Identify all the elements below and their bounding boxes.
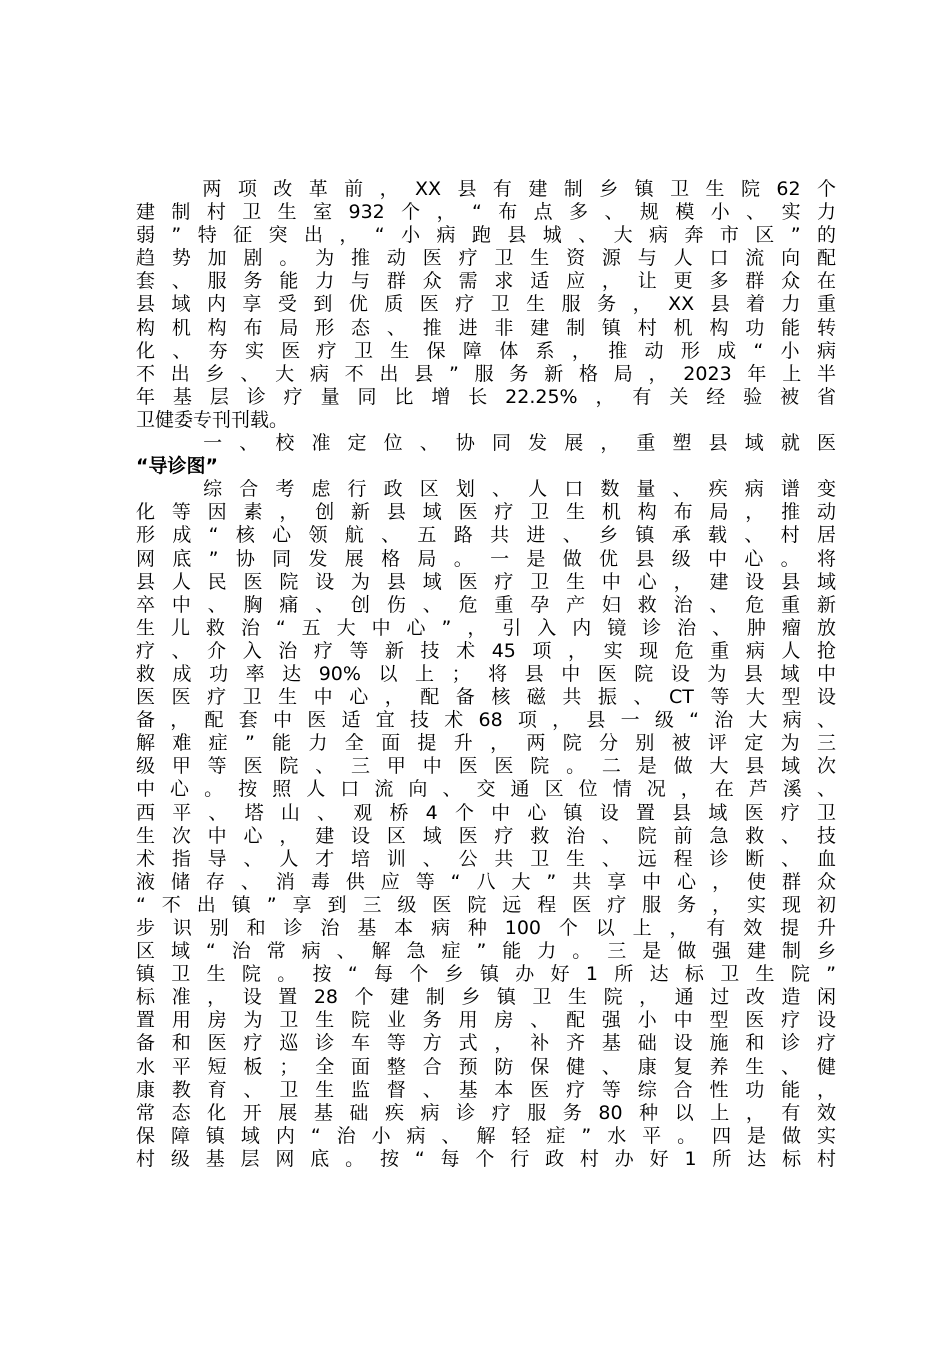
text-line: 化、夯实医疗卫生保障体系，推动形成“小病 — [136, 339, 836, 362]
text-line: 区域“治常病、解急症”能力。三是做强建制乡 — [136, 940, 836, 963]
text-line: “不出镇”享到三级医院远程医疗服务，实现初 — [136, 893, 836, 916]
text-line: 年基层诊疗量同比增长22.25%，有关经验被省 — [136, 385, 836, 408]
intro-paragraph — [136, 178, 836, 432]
article-body — [136, 178, 836, 1171]
text-line: 建制村卫生室932个，“布点多、规模小、实力 — [136, 201, 836, 224]
text-line: 医医疗卫生中心，配备核磁共振、CT等大型设 — [136, 686, 836, 709]
text-line: 构机构布局形态、推进非建制镇村机构功能转 — [136, 316, 836, 339]
text-line: 化等因素，创新县域医疗卫生机构布局，推动 — [136, 501, 836, 524]
text-line: 备和医疗巡诊车等方式，补齐基础设施和诊疗 — [136, 1032, 836, 1055]
text-line: 生次中心，建设区域医疗救治、院前急救、技 — [136, 824, 836, 847]
text-line: 生儿救治“五大中心”，引入内镜诊治、肿瘤放 — [136, 616, 836, 639]
text-line: 县人民医院设为县域医疗卫生中心，建设县域 — [136, 570, 836, 593]
text-line: 术指导、人才培训、公共卫生、远程诊断、血 — [136, 847, 836, 870]
text-line: 水平短板；全面整合预防保健、康复养生、健 — [136, 1055, 836, 1078]
text-line: 救成功率达90%以上；将县中医院设为县域中 — [136, 662, 836, 685]
text-line: 中心。按照人口流向、交通区位情况，在芦溪、 — [136, 778, 836, 801]
text-line: 套、服务能力与群众需求适应，让更多群众在 — [136, 270, 836, 293]
text-line: 卒中、胸痛、创伤、危重孕产妇救治、危重新 — [136, 593, 836, 616]
text-line: 西平、塔山、观桥4个中心镇设置县域医疗卫 — [136, 801, 836, 824]
section-heading — [136, 432, 836, 478]
text-line: 综合考虑行政区划、人口数量、疾病谱变 — [186, 478, 836, 501]
text-line: 不出乡、大病不出县”服务新格局，2023年上半 — [136, 362, 836, 385]
text-line: 两项改革前，XX县有建制乡镇卫生院62个 — [186, 178, 836, 200]
text-line: 步识别和诊治基本病种100个以上，有效提升 — [136, 917, 836, 939]
heading-line: “导诊图” — [136, 455, 218, 478]
text-line: 康教育、卫生监督、基本医疗等综合性功能， — [136, 1078, 836, 1101]
text-line: 镇卫生院。按“每个乡镇办好1所达标卫生院” — [136, 963, 836, 986]
text-line: 县域内享受到优质医疗卫生服务，XX县着力重 — [136, 293, 836, 316]
text-line: 标准，设置28个建制乡镇卫生院，通过改造闲 — [136, 986, 836, 1009]
text-line: 网底”协同发展格局。一是做优县级中心。将 — [136, 547, 836, 570]
text-line: 解难症”能力全面提升，两院分别被评定为三 — [136, 732, 836, 755]
text-line: 弱”特征突出，“小病跑县城、大病奔市区”的 — [136, 224, 836, 247]
text-line: 置用房为卫生院业务用房、配强小中型医疗设 — [136, 1009, 836, 1032]
body-paragraph — [136, 478, 836, 1171]
text-line: 卫健委专刊刊载。 — [136, 408, 289, 431]
heading-line: 一、校准定位、协同发展，重塑县域就医 — [186, 432, 836, 455]
text-line: 常态化开展基础疾病诊疗服务80种以上，有效 — [136, 1101, 836, 1124]
text-line: 形成“核心领航、五路共进、乡镇承载、村居 — [136, 524, 836, 547]
text-line: 村级基层网底。按“每个行政村办好1所达标村 — [136, 1147, 836, 1170]
text-line: 级甲等医院、三甲中医医院。二是做大县域次 — [136, 755, 836, 778]
text-line: 保障镇域内“治小病、解轻症”水平。四是做实 — [136, 1124, 836, 1147]
text-line: 液储存、消毒供应等“八大”共享中心，使群众 — [136, 870, 836, 893]
text-line: 趋势加剧。为推动医疗卫生资源与人口流向配 — [136, 247, 836, 270]
text-line: 备，配套中医适宜技术68项，县一级“治大病、 — [136, 709, 836, 732]
text-line: 疗、介入治疗等新技术45项，实现危重病人抢 — [136, 639, 836, 662]
